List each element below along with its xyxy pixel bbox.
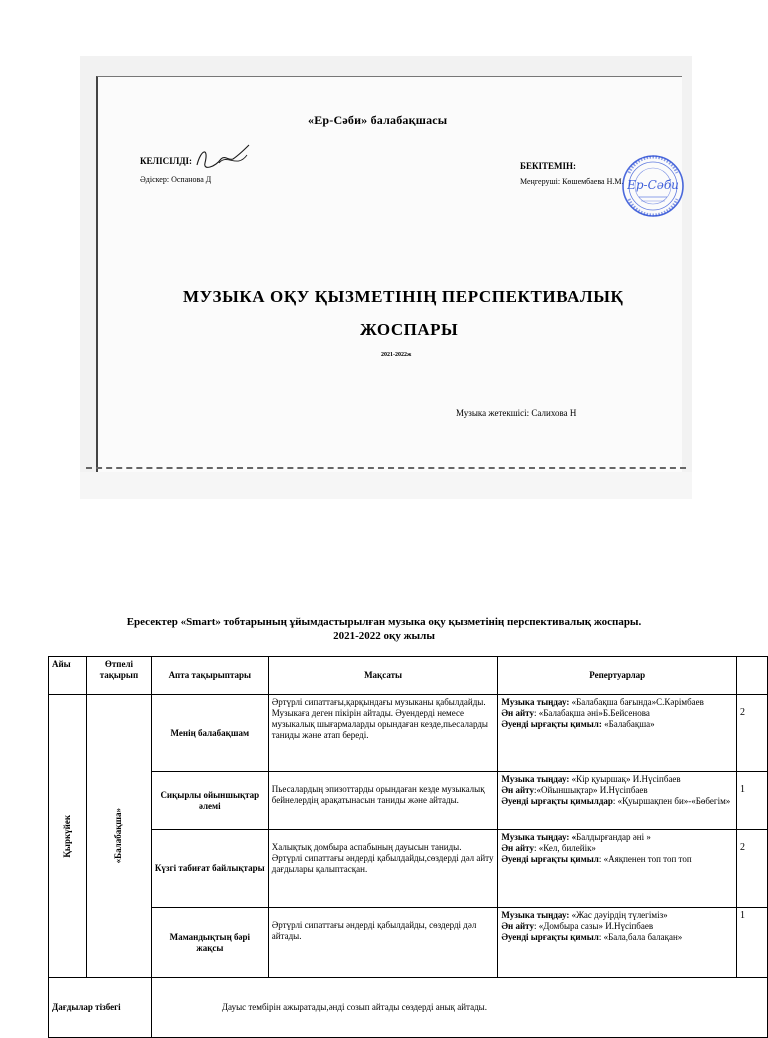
rep-listen-text: «Жас дәуірдің түлегіміз»: [569, 910, 668, 920]
scan-title-line1: МУЗЫКА ОҚУ ҚЫЗМЕТІНІҢ ПЕРСПЕКТИВАЛЫҚ: [183, 287, 624, 306]
repertoire-cell: [498, 908, 737, 978]
rep-sing-text: :«Ойыншықтар» И.Нүсіпбаев: [533, 785, 648, 795]
table-header-row: [49, 657, 768, 695]
rep-sing-text: : «Домбыра сазы» И.Нүсіпбаев: [533, 921, 654, 931]
scan-title-line2: ЖОСПАРЫ: [360, 320, 459, 339]
table-row: [49, 908, 768, 978]
rep-listen-label: Музыка тыңдау:: [501, 910, 570, 920]
rep-move-text: : «Қуыршақпен би»-«Бөбегім»: [612, 796, 731, 806]
table-row: [49, 830, 768, 908]
rep-listen-text: Балдырғандар әні »: [576, 832, 651, 842]
rep-move-label: Әуенді ырғақты қимылдар: [501, 796, 613, 806]
rep-sing-label: Ән айту: [501, 785, 534, 795]
rep-move-label: Әуенді ырғақты қимыл: [501, 932, 599, 942]
table-row: [49, 695, 768, 772]
hours-cell: 2: [737, 830, 768, 908]
rep-listen-label: Музыка тыңдау: «: [501, 832, 577, 842]
approve-person: Меңгеруші: Көшембаева Н.М.: [520, 177, 624, 186]
topic-label: «Балабақша»: [113, 808, 124, 864]
rep-sing-label: Ән айту: [501, 708, 534, 718]
hours-cell: 2: [737, 695, 768, 772]
repertoire-cell: [498, 695, 737, 772]
month-cell: [49, 695, 87, 978]
header-topic: Өтпелі тақырып: [86, 657, 151, 695]
document-title-line1: Ересектер «Smart» тобтарының ұйымдастырылған музыка оқу қызметінің перспективалық жоспары.: [126, 616, 642, 628]
topic-cell: [86, 695, 151, 978]
agreed-label: КЕЛІСІЛДІ:: [140, 156, 193, 166]
header-weekly: Апта тақырыптары: [151, 657, 268, 695]
rep-move-label: Әуенді ырғақты қимыл: [501, 854, 599, 864]
rep-sing-text: : «Кел, билейік»: [533, 843, 596, 853]
goal-cell: Халықтық домбыра аспабының дауысын таниды. Әртүрлі сипаттағы әндерді қабылдайды,сөздерді дәл айту дағдылары қалыптасқан.: [268, 830, 498, 908]
hours-cell: 1: [737, 772, 768, 830]
rep-listen-label: Музыка тыңдау:: [501, 774, 570, 784]
table-row: [49, 772, 768, 830]
rep-move-text: : «Аяқпенен топ топ топ: [598, 854, 692, 864]
hours-cell: 1: [737, 908, 768, 978]
weekly-topic: Мамандықтың бәрі жақсы: [151, 908, 268, 978]
repertoire-cell: [498, 772, 737, 830]
signature-icon: [193, 141, 253, 175]
goal-cell: Пьесалардың эпизоттарды орындаған кезде музыкалық бейнелердің арақатынасын таниды және айтады.: [268, 772, 498, 830]
header-repertoire: Репертуарлар: [498, 657, 737, 695]
svg-text:Ер-Сәби: Ер-Сәби: [627, 178, 679, 192]
document-title-line2: 2021-2022 оқу жылы: [333, 630, 435, 642]
scan-year: 2021-2022ж: [381, 352, 412, 358]
month-label: Қыркүйек: [61, 814, 72, 858]
seal-stamp-icon: [621, 143, 685, 229]
rep-move-text: «Балабақша»: [601, 719, 655, 729]
rep-sing-label: Ән айту: [501, 843, 534, 853]
rep-listen-label: Музыка тыңдау:: [501, 697, 570, 707]
approve-label: БЕКІТЕМІН:: [520, 161, 576, 171]
skills-label: Дағдылар тізбегі: [49, 978, 152, 1038]
skills-row: [49, 978, 768, 1038]
goal-cell: Әртүрлі сипаттағы әндерді қабылдайды, сөздерді дәл айтады.: [268, 908, 498, 978]
weekly-topic: Сиқырлы ойыншықтар әлемі: [151, 772, 268, 830]
scan-bottom-margin: [80, 472, 692, 499]
goal-cell: Әртүрлі сипаттағы,қарқындағы музыканы қабылдайды. Музыкаға деген пікірін айтады. Әуендерді немесе музыкалық шығармаларды орындаған кезде,пьесаларды таниды және атап береді.: [268, 695, 498, 772]
skills-text: Дауыс тембірін ажыратады,әнді созып айтады сөздерді анық айтады.: [151, 978, 767, 1038]
plan-table: [48, 656, 768, 1038]
header-hours: [737, 657, 768, 695]
scanned-sheet: [96, 76, 682, 499]
rep-sing-text: : «Балабақша әні»Б.Бейсенова: [533, 708, 650, 718]
header-goal: Мақсаты: [268, 657, 498, 695]
rep-move-text: : «Бала,бала балақан»: [598, 932, 683, 942]
rep-move-label: Әуенді ырғақты қимыл:: [501, 719, 602, 729]
header-month: Айы: [49, 657, 87, 695]
kindergarten-name: «Ер-Сәби» балабақшасы: [308, 113, 448, 127]
scanned-title-page: [80, 56, 692, 499]
rep-listen-text: «Кір қуыршақ» И.Нүсіпбаев: [569, 774, 681, 784]
agreed-person: Әдіскер: Оспанова Д: [140, 175, 212, 184]
music-teacher: Музыка жетекшісі: Салихова Н: [456, 408, 577, 418]
rep-listen-text: «Балабақша бағында»С.Кәрімбаев: [569, 697, 704, 707]
rep-sing-label: Ән айту: [501, 921, 534, 931]
weekly-topic: Күзгі табиғат байлықтары: [151, 830, 268, 908]
weekly-topic: Менің балабақшам: [151, 695, 268, 772]
document-title: [0, 615, 768, 643]
repertoire-cell: [498, 830, 737, 908]
